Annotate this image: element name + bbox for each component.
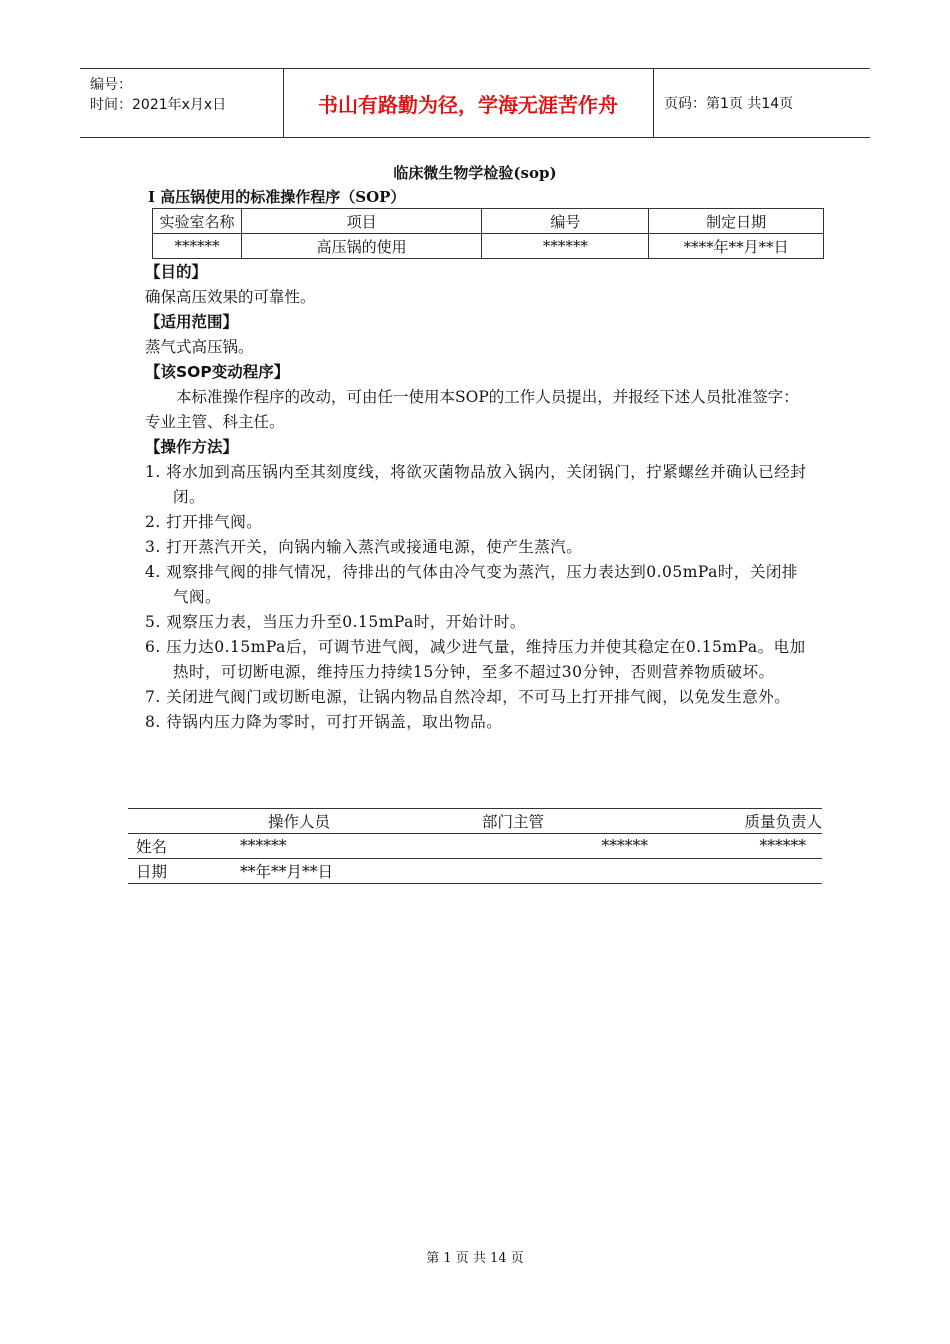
signoff-table: [128, 808, 822, 884]
signoff-header-row: [128, 809, 822, 834]
signoff-name-label: 姓名: [136, 838, 168, 856]
signoff-date-label: 日期: [128, 859, 238, 884]
info-table-value-row: [153, 234, 824, 259]
method-step: 8. 待锅内压力降为零时，可打开锅盖，取出物品。: [145, 713, 503, 731]
purpose-heading: 【目的】: [145, 263, 208, 281]
signoff-date-value: **年**月**日: [238, 859, 822, 884]
signoff-name-supervisor: ******: [601, 837, 648, 855]
info-header-code: 编号: [482, 209, 649, 234]
page-footer: 第 1 页 共 14 页: [426, 1251, 524, 1266]
info-value-lab: ******: [153, 234, 242, 259]
purpose-text: 确保高压效果的可靠性。: [145, 288, 316, 306]
document-title: 临床微生物学检验(sop): [393, 164, 557, 182]
info-value-item: 高压锅的使用: [241, 234, 482, 259]
info-header-item: 项目: [241, 209, 482, 234]
change-heading: 【该SOP变动程序】: [145, 363, 290, 381]
scope-text: 蒸气式高压锅。: [145, 338, 254, 356]
header-motto: 书山有路勤为径，学海无涯苦作舟: [318, 92, 618, 117]
method-step: 1. 将水加到高压锅内至其刻度线，将欲灭菌物品放入锅内，关闭锅门，拧紧螺丝并确认已经封闭。: [145, 463, 807, 506]
method-step: 4. 观察排气阀的排气情况，待排出的气体由冷气变为蒸汽，压力表达到0.05mPa时，关闭排气阀。: [145, 563, 798, 606]
page-header: [80, 68, 870, 138]
code-label: 编号：: [90, 77, 132, 93]
header-meta: [90, 75, 226, 115]
info-value-code: ******: [482, 234, 649, 259]
signoff-header-supervisor: 部门主管: [468, 809, 648, 834]
method-step: 3. 打开蒸汽开关，向锅内输入蒸汽或接通电源，使产生蒸汽。: [145, 538, 583, 556]
method-heading: 【操作方法】: [145, 438, 239, 456]
date-line: 时间：2021年x月x日: [90, 97, 227, 113]
method-step: 2. 打开排气阀。: [145, 513, 263, 531]
info-table: [152, 208, 824, 259]
document-body: [145, 260, 810, 735]
method-step: 5. 观察压力表，当压力升至0.15mPa时，开始计时。: [145, 613, 526, 631]
info-value-date: ****年**月**日: [649, 234, 824, 259]
method-step: 6. 压力达0.15mPa后，可调节进气阀，减少进气量，维持压力并使其稳定在0.15mPa。电加热时，可切断电源，维持压力持续15分钟，至多不超过30分钟，否则营养物质破坏。: [145, 638, 806, 681]
info-header-lab: 实验室名称: [153, 209, 242, 234]
change-text: 本标准操作程序的改动，可由任一使用本SOP的工作人员提出，并报经下述人员批准签字：专业主管、科主任。: [145, 388, 799, 431]
scope-heading: 【适用范围】: [145, 313, 239, 331]
signoff-date-row: [128, 859, 822, 884]
info-header-date: 制定日期: [649, 209, 824, 234]
method-step: 7. 关闭进气阀门或切断电源，让锅内物品自然冷却，不可马上打开排气阀，以免发生意外。: [145, 688, 791, 706]
info-table-header-row: [153, 209, 824, 234]
section-title: Ⅰ 高压锅使用的标准操作程序（SOP）: [148, 188, 406, 206]
signoff-header-operator: 操作人员: [238, 809, 468, 834]
signoff-name-row: [128, 834, 822, 859]
signoff-header-quality: 质量负责人: [648, 809, 822, 834]
header-page-info: 页码：第1页 共14页: [664, 96, 794, 112]
header-divider: [653, 69, 654, 137]
signoff-name-operator: ******: [240, 837, 287, 855]
method-steps: [145, 460, 810, 735]
signoff-name-quality: ******: [759, 837, 806, 855]
